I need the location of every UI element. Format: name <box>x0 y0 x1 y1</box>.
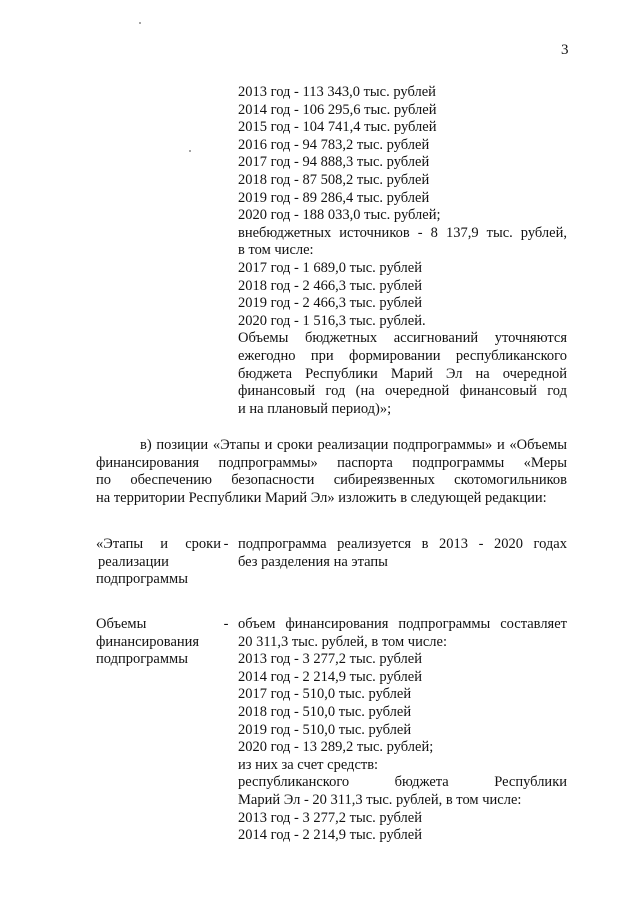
year-line: 2015 год - 104 741,4 тыс. рублей <box>238 119 437 136</box>
in-that-number: в том числе: <box>238 242 314 259</box>
funding-label <box>96 616 221 669</box>
stages-dash: - <box>223 536 229 552</box>
year-line: 2017 год - 94 888,3 тыс. рублей <box>238 154 430 171</box>
year-line: 2013 год - 113 343,0 тыс. рублей <box>238 84 436 100</box>
funding-budget-year-line: 2013 год - 3 277,2 тыс. рублей <box>238 809 422 826</box>
year-line: 2018 год - 87 508,2 тыс. рублей <box>238 171 430 188</box>
funding-year-line: 2020 год - 13 289,2 тыс. рублей; <box>238 739 434 756</box>
funding-value <box>238 616 567 845</box>
extra-year-line: 2020 год - 1 516,3 тыс. рублей. <box>238 312 426 329</box>
stages-value-line: подпрограмма реализуется в 2013 - 2020 годах <box>238 536 567 552</box>
note-line: ежегодно при формировании республиканского <box>238 347 567 364</box>
year-line: 2019 год - 89 286,4 тыс. рублей <box>238 189 430 206</box>
funding-budget-total: Марий Эл - 20 311,3 тыс. рублей, в том числе: <box>238 791 522 808</box>
funding-budget-year-line: 2014 год - 2 214,9 тыс. рублей <box>238 827 422 844</box>
funding-label-line: финансирования <box>96 633 200 650</box>
note-last-line: и на плановый период)»; <box>238 400 392 417</box>
funding-label-line: Объемы <box>96 616 147 632</box>
funding-label-line: подпрограммы <box>96 651 188 668</box>
extra-source-line: внебюджетных источников - 8 137,9 тыс. рублей, <box>238 224 567 241</box>
page-number: 3 <box>561 42 569 58</box>
extra-year-line: 2019 год - 2 466,3 тыс. рублей <box>238 295 422 312</box>
extra-year-line: 2017 год - 1 689,0 тыс. рублей <box>238 259 422 276</box>
funding-year-line: 2014 год - 2 214,9 тыс. рублей <box>238 668 422 685</box>
funding-year-line: 2019 год - 510,0 тыс. рублей <box>238 721 412 738</box>
stages-label <box>96 536 221 589</box>
funding-dash: - <box>223 616 229 632</box>
amendment-paragraph <box>96 437 567 507</box>
funding-intro: объем финансирования подпрограммы составляет <box>238 616 567 632</box>
amendment-line: по обеспечению безопасности сибиреязвенных скотомогильников <box>96 472 567 489</box>
note-line: финансовый год (на очередной финансовый год <box>238 383 567 400</box>
stages-value <box>238 536 567 571</box>
amendment-last-line: на территории Республики Марий Эл» изложить в следующей редакции: <box>96 489 547 506</box>
note-line: бюджета Республики Марий Эл на очередной <box>238 365 567 382</box>
stages-value-line: без разделения на этапы <box>238 553 388 570</box>
funding-year-line: 2017 год - 510,0 тыс. рублей <box>238 686 412 703</box>
year-line: 2014 год - 106 295,6 тыс. рублей <box>238 101 437 118</box>
amendment-line: финансирования подпрограммы» паспорта подпрограммы «Меры <box>96 454 567 471</box>
funding-year-line: 2013 год - 3 277,2 тыс. рублей <box>238 651 422 668</box>
funding-budget-line: республиканского бюджета Республики <box>238 774 567 791</box>
funding-total: 20 311,3 тыс. рублей, в том числе: <box>238 633 447 650</box>
stages-label-line: подпрограммы <box>96 571 188 588</box>
scan-speck <box>139 22 141 24</box>
funding-of-them: из них за счет средств: <box>238 756 379 773</box>
scan-speck <box>189 150 191 152</box>
amendment-line: в) позиции «Этапы и сроки реализации подпрограммы» и «Объемы <box>140 437 567 453</box>
stages-label-line: «Этапы и сроки <box>96 536 221 552</box>
year-line: 2016 год - 94 783,2 тыс. рублей <box>238 136 430 153</box>
extra-year-line: 2018 год - 2 466,3 тыс. рублей <box>238 277 422 294</box>
funding-continuation <box>238 84 567 418</box>
year-line: 2020 год - 188 033,0 тыс. рублей; <box>238 207 441 224</box>
stages-label-line: реализации <box>98 553 169 570</box>
funding-year-line: 2018 год - 510,0 тыс. рублей <box>238 703 412 720</box>
note-line: Объемы бюджетных ассигнований уточняются <box>238 330 567 347</box>
